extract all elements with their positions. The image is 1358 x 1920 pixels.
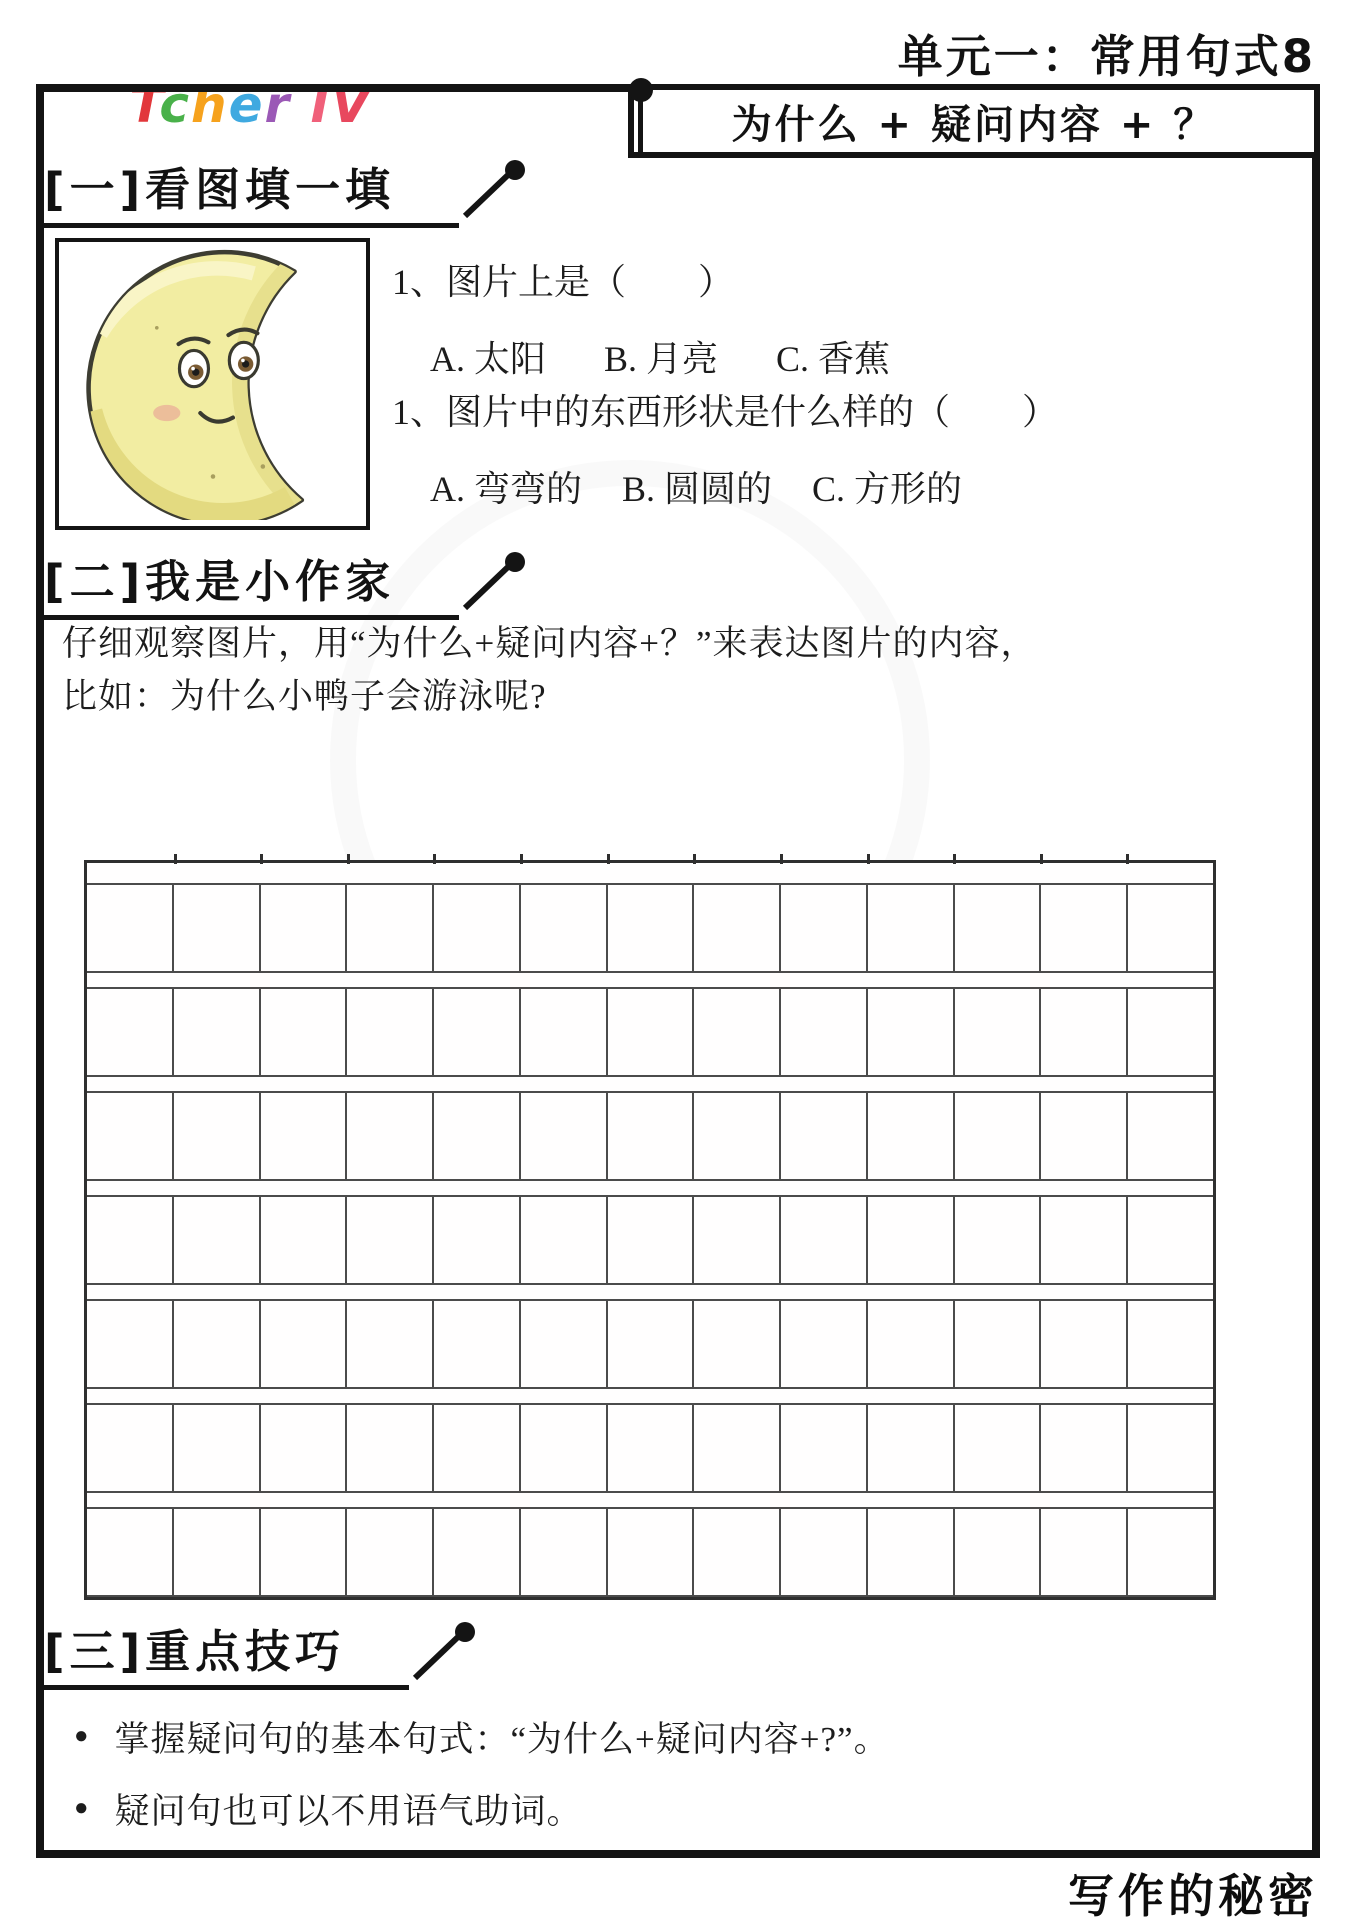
bullet-icon: ●: [74, 1795, 89, 1821]
grid-cell: [953, 1093, 1040, 1179]
grid-row: [87, 1195, 1213, 1285]
grid-cell: [1126, 989, 1213, 1075]
tip-text: 掌握疑问句的基本句式：“为什么+疑问内容+?”。: [114, 1720, 890, 1759]
grid-cell: [519, 989, 606, 1075]
grid-row-spacer: [87, 1493, 1213, 1507]
grid-row: [87, 1091, 1213, 1181]
grid-row-spacer: [87, 1181, 1213, 1195]
grid-top-strip: [87, 863, 1213, 883]
grid-row: [87, 1403, 1213, 1493]
grid-row: [87, 883, 1213, 973]
grid-tick: [520, 854, 523, 864]
grid-cell: [1126, 1405, 1213, 1491]
grid-cell: [606, 1405, 693, 1491]
section2-title: [二]我是小作家: [44, 555, 396, 609]
grid-tick: [693, 854, 696, 864]
section1-title: [一]看图填一填: [44, 163, 396, 217]
grid-cell: [692, 1509, 779, 1595]
grid-row-spacer: [87, 973, 1213, 987]
grid-cell: [87, 1197, 172, 1283]
grid-cell: [172, 1405, 259, 1491]
grid-cell: [866, 885, 953, 971]
grid-cell: [1126, 1197, 1213, 1283]
grid-cell: [87, 989, 172, 1075]
grid-cell: [692, 1301, 779, 1387]
grid-cell: [519, 1405, 606, 1491]
tip-item: [74, 1784, 1224, 1834]
grid-cell: [432, 1093, 519, 1179]
grid-row: [87, 1507, 1213, 1597]
grid-cell: [1039, 1093, 1126, 1179]
grid-cell: [259, 1405, 346, 1491]
option-label: B. 圆圆的: [622, 469, 773, 509]
grid-cell: [345, 1197, 432, 1283]
logo-letter: V: [331, 76, 372, 134]
grid-tick: [174, 854, 177, 864]
grid-cell: [519, 885, 606, 971]
question-2-text: 1、图片中的东西形状是什么样的（ ）: [392, 392, 1059, 432]
grid-cell: [953, 989, 1040, 1075]
grid-cell: [345, 989, 432, 1075]
moon-illustration: [68, 248, 358, 520]
option-label: C. 方形的: [812, 469, 963, 509]
grid-cell: [1039, 1509, 1126, 1595]
grid-cell: [1126, 1301, 1213, 1387]
grid-cell: [259, 1301, 346, 1387]
grid-cell: [1126, 1509, 1213, 1595]
grid-cell: [866, 1197, 953, 1283]
grid-row-spacer: [87, 1077, 1213, 1091]
formula-banner: [628, 84, 1320, 158]
moon-image-frame: [55, 238, 370, 530]
grid-cell: [345, 1301, 432, 1387]
grid-cell: [259, 1093, 346, 1179]
grid-cell: [606, 989, 693, 1075]
grid-cell: [1039, 885, 1126, 971]
logo-letter: c: [159, 76, 191, 134]
grid-cell: [432, 1301, 519, 1387]
grid-cell: [432, 1197, 519, 1283]
grid-cell: [1126, 1093, 1213, 1179]
grid-row: [87, 1299, 1213, 1389]
question-1-text: 1、图片上是（ ）: [392, 262, 735, 302]
grid-cell: [779, 885, 866, 971]
option-label: A. 太阳: [430, 339, 546, 379]
writing-grid: [84, 860, 1216, 1600]
grid-cell: [345, 1093, 432, 1179]
question-2-options: [392, 461, 1322, 512]
unit-title: 单元一：常用句式8: [897, 30, 1316, 83]
grid-cell: [953, 1509, 1040, 1595]
bullet-icon: ●: [74, 1723, 89, 1749]
logo-letter: r: [264, 76, 292, 134]
grid-cell: [432, 1509, 519, 1595]
logo-letter: T: [129, 76, 160, 134]
option-label: A. 弯弯的: [430, 469, 582, 509]
grid-cell: [259, 989, 346, 1075]
grid-tick: [1040, 854, 1043, 864]
section3-header: [44, 1622, 483, 1678]
logo-letter: I: [310, 76, 332, 134]
grid-cell: [953, 1197, 1040, 1283]
question-2: [392, 384, 1322, 512]
grid-tick: [607, 854, 610, 864]
grid-cell: [953, 1405, 1040, 1491]
grid-cell: [1039, 1301, 1126, 1387]
grid-cell: [692, 989, 779, 1075]
grid-cell: [692, 1093, 779, 1179]
grid-cell: [692, 1405, 779, 1491]
grid-cell: [866, 1301, 953, 1387]
grid-tick: [1126, 854, 1129, 864]
grid-cell: [779, 989, 866, 1075]
instruction-text: 仔细观察图片，用“为什么+疑问内容+？”来表达图片的内容，比如：为什么小鸭子会游泳呢?: [62, 624, 1037, 716]
pin-line: [638, 96, 643, 154]
tip-item: [74, 1712, 1224, 1762]
question-1: [392, 254, 1322, 382]
grid-cell: [953, 885, 1040, 971]
grid-tick: [433, 854, 436, 864]
grid-cell: [866, 1509, 953, 1595]
grid-tick: [867, 854, 870, 864]
grid-tick: [953, 854, 956, 864]
option-label: C. 香蕉: [776, 339, 891, 379]
question-1-options: [392, 331, 1322, 382]
grid-cell: [779, 1093, 866, 1179]
grid-cell: [779, 1301, 866, 1387]
grid-cell: [606, 1509, 693, 1595]
grid-cell: [866, 989, 953, 1075]
grid-cell: [606, 1301, 693, 1387]
grid-cell: [519, 1197, 606, 1283]
pin-icon: [463, 160, 533, 220]
grid-row-spacer: [87, 1389, 1213, 1403]
option-label: B. 月亮: [604, 339, 719, 379]
grid-cell: [1039, 989, 1126, 1075]
grid-cell: [259, 885, 346, 971]
tips-list: [74, 1712, 1224, 1856]
grid-cell: [345, 1509, 432, 1595]
logo-letter: h: [190, 76, 229, 134]
grid-cell: [779, 1197, 866, 1283]
grid-cell: [866, 1405, 953, 1491]
grid-cell: [779, 1405, 866, 1491]
grid-cell: [172, 1301, 259, 1387]
grid-cell: [259, 1197, 346, 1283]
grid-cell: [1039, 1405, 1126, 1491]
grid-cell: [87, 885, 172, 971]
grid-cell: [259, 1509, 346, 1595]
grid-cell: [87, 1405, 172, 1491]
grid-cell: [432, 989, 519, 1075]
section2-header: [44, 552, 533, 608]
grid-cell: [1039, 1197, 1126, 1283]
grid-cell: [519, 1301, 606, 1387]
grid-cell: [1126, 885, 1213, 971]
grid-cell: [779, 1509, 866, 1595]
grid-cell: [692, 885, 779, 971]
grid-cell: [172, 1093, 259, 1179]
grid-cell: [692, 1197, 779, 1283]
grid-cell: [606, 1197, 693, 1283]
section1-header: [44, 160, 533, 216]
grid-cell: [606, 885, 693, 971]
grid-cell: [172, 1197, 259, 1283]
grid-cell: [866, 1093, 953, 1179]
pin-icon: [463, 552, 533, 612]
grid-cell: [953, 1301, 1040, 1387]
grid-cell: [519, 1509, 606, 1595]
grid-tick: [260, 854, 263, 864]
grid-cell: [87, 1509, 172, 1595]
grid-cell: [172, 989, 259, 1075]
grid-row-spacer: [87, 1285, 1213, 1299]
pin-icon: [413, 1622, 483, 1682]
formula-text: 为什么 + 疑问内容 + ？: [731, 101, 1217, 148]
tip-text: 疑问句也可以不用语气助词。: [114, 1792, 583, 1831]
grid-tick: [347, 854, 350, 864]
grid-cell: [519, 1093, 606, 1179]
grid-cell: [87, 1093, 172, 1179]
grid-cell: [432, 885, 519, 971]
grid-cell: [172, 885, 259, 971]
grid-cell: [172, 1509, 259, 1595]
grid-cell: [606, 1093, 693, 1179]
footer-title: 写作的秘密: [1068, 1869, 1318, 1920]
grid-cell: [432, 1405, 519, 1491]
section3-title: [三]重点技巧: [44, 1625, 346, 1679]
grid-cell: [87, 1301, 172, 1387]
grid-tick: [780, 854, 783, 864]
grid-cell: [345, 885, 432, 971]
logo-letter: e: [228, 76, 265, 134]
grid-row: [87, 987, 1213, 1077]
grid-cell: [345, 1405, 432, 1491]
